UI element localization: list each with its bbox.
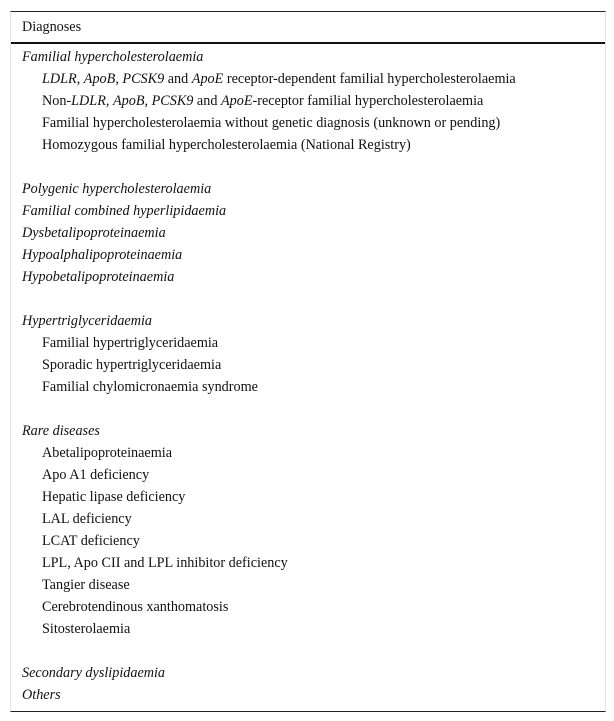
table-row-subitem <box>11 596 605 618</box>
row-text-segment: ApoB <box>112 93 145 109</box>
table-body <box>11 44 605 711</box>
row-text-segment: -receptor familial hypercholesterolaemia <box>252 93 484 109</box>
table-header: Diagnoses <box>11 12 605 44</box>
table-row-category <box>11 222 605 244</box>
row-text-segment: and <box>193 93 221 109</box>
row-text-segment: and <box>164 71 192 87</box>
row-text-segment: PCSK9 <box>151 93 194 109</box>
table-row-category <box>11 244 605 266</box>
table-row-subitem <box>11 68 605 90</box>
table-row-subitem <box>11 552 605 574</box>
row-text-segment: receptor-dependent familial hypercholesterolaemia <box>223 71 516 87</box>
table-row-category <box>11 266 605 288</box>
table-row-spacer <box>11 398 605 420</box>
row-text-segment: Secondary dyslipidaemia <box>22 665 166 681</box>
row-text-segment: Abetalipoproteinaemia <box>42 445 173 461</box>
table-row-spacer <box>11 640 605 662</box>
row-text-segment: , <box>76 71 84 87</box>
row-text-segment: Polygenic hypercholesterolaemia <box>22 181 212 197</box>
row-text-segment: Familial hypercholesterolaemia without genetic diagnosis (unknown or pending) <box>42 115 501 131</box>
row-text-segment: Non- <box>42 93 72 109</box>
table-row-subitem <box>11 442 605 464</box>
row-text-segment: Others <box>22 687 61 703</box>
row-text-segment: Homozygous familial hypercholesterolaemia (National Registry) <box>42 137 411 153</box>
table-row-category <box>11 662 605 684</box>
row-text-segment: Familial hypertriglyceridaemia <box>42 335 219 351</box>
row-text-segment: Familial chylomicronaemia syndrome <box>42 379 258 395</box>
row-text-segment: , <box>144 93 152 109</box>
table-row-category <box>11 420 605 442</box>
table-row-category <box>11 684 605 706</box>
table-row-subitem <box>11 486 605 508</box>
row-text-segment: , <box>105 93 113 109</box>
table-row-subitem <box>11 134 605 156</box>
row-text-segment: Hypertriglyceridaemia <box>22 313 153 329</box>
table-row-spacer <box>11 156 605 178</box>
row-text-segment: Hepatic lipase deficiency <box>42 489 186 505</box>
table-row-subitem <box>11 464 605 486</box>
row-text-segment: Apo A1 deficiency <box>42 467 150 483</box>
row-text-segment: Rare diseases <box>22 423 100 439</box>
table-row-spacer <box>11 288 605 310</box>
table-row-category <box>11 178 605 200</box>
diagnoses-table <box>10 11 606 712</box>
row-text-segment: Familial combined hyperlipidaemia <box>22 203 227 219</box>
row-text-segment: Sitosterolaemia <box>42 621 131 637</box>
table-row-subitem <box>11 376 605 398</box>
row-text-segment: Dysbetalipoproteinaemia <box>22 225 166 241</box>
table-row-subitem <box>11 508 605 530</box>
row-text-segment: ApoE <box>220 93 253 109</box>
table-row-subitem <box>11 90 605 112</box>
row-text-segment: LDLR <box>42 71 77 87</box>
table-row-subitem <box>11 354 605 376</box>
table-row-subitem <box>11 618 605 640</box>
table-row-category <box>11 310 605 332</box>
table-row-subitem <box>11 112 605 134</box>
table-row-category <box>11 46 605 68</box>
table-row-subitem <box>11 574 605 596</box>
row-text-segment: , <box>115 71 123 87</box>
row-text-segment: Hypoalphalipoproteinaemia <box>22 247 183 263</box>
row-text-segment: Cerebrotendinous xanthomatosis <box>42 599 229 615</box>
row-text-segment: ApoB <box>83 71 116 87</box>
table-row-category <box>11 200 605 222</box>
row-text-segment: ApoE <box>191 71 224 87</box>
row-text-segment: Hypobetalipoproteinaemia <box>22 269 175 285</box>
row-text-segment: LCAT deficiency <box>42 533 140 549</box>
row-text-segment: LPL, Apo CII and LPL inhibitor deficiency <box>42 555 288 571</box>
row-text-segment: Familial hypercholesterolaemia <box>22 49 204 65</box>
row-text-segment: Tangier disease <box>42 577 130 593</box>
row-text-segment: LDLR <box>71 93 106 109</box>
table-row-subitem <box>11 530 605 552</box>
row-text-segment: PCSK9 <box>122 71 165 87</box>
row-text-segment: Sporadic hypertriglyceridaemia <box>42 357 222 373</box>
row-text-segment: LAL deficiency <box>42 511 132 527</box>
table-row-subitem <box>11 332 605 354</box>
